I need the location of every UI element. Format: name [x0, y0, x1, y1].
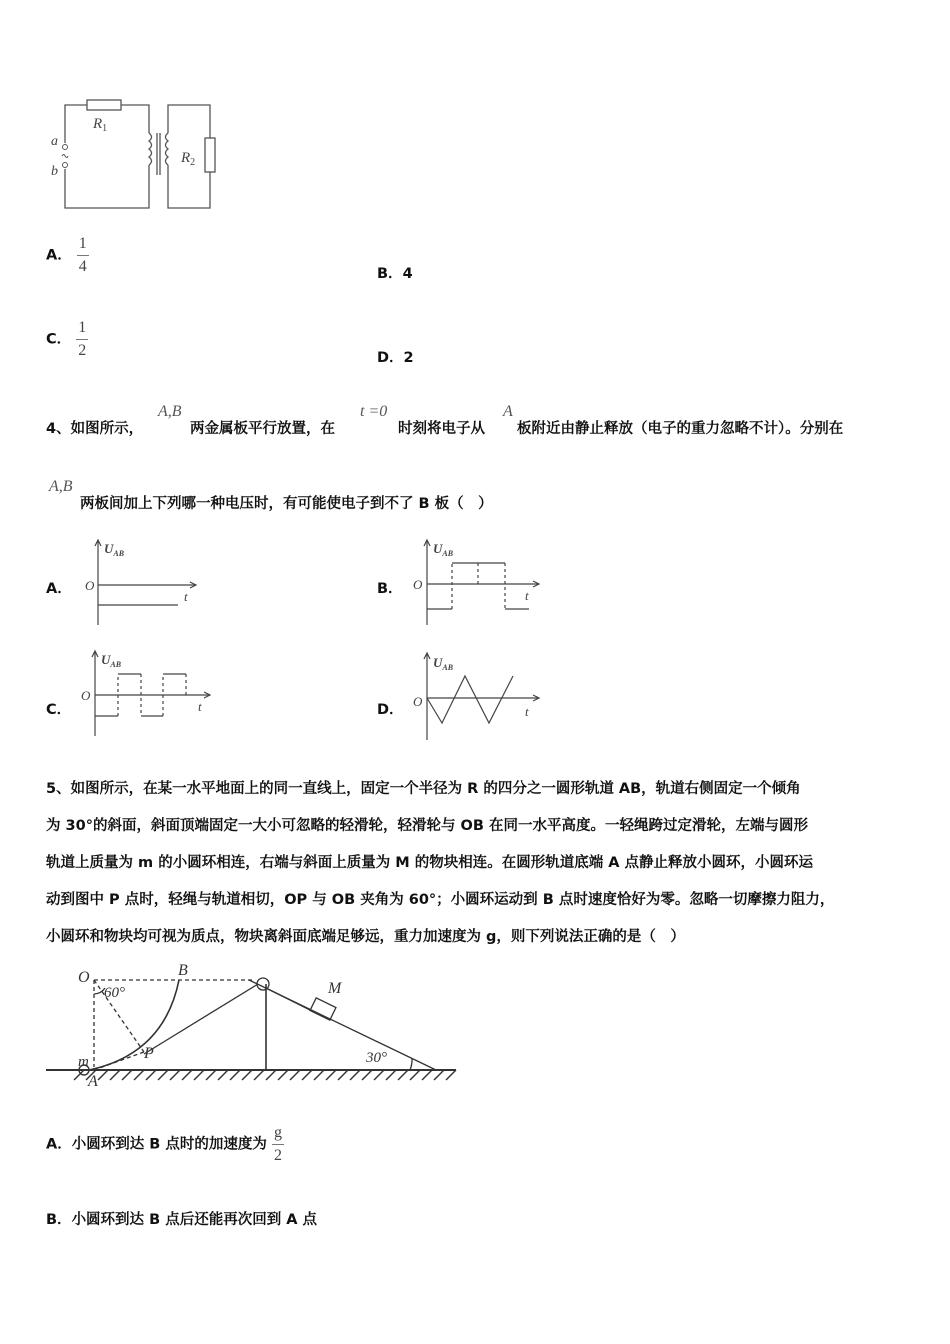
math-a: A — [503, 403, 513, 420]
graph-b — [407, 537, 547, 627]
block-m — [310, 998, 336, 1020]
q4-text: 两金属板平行放置，在 — [190, 421, 335, 437]
option-a[interactable] — [46, 236, 89, 275]
svg-text:t: t — [525, 588, 529, 603]
q5-line: 动到图中 P 点时，轻绳与轨道相切，OP 与 OB 夹角为 60°；小圆环运动到 B 点时速度恰好为零。忽略一切摩擦力阻力， — [46, 892, 835, 908]
option-text: 4 — [402, 266, 413, 282]
q5-line: 小圆环和物块均可视为质点，物块离斜面底端足够远，重力加速度为 g，则下列说法正确的是（ ） — [46, 929, 685, 945]
option-letter: D． — [377, 350, 404, 366]
label-r2: $R_2$ — [181, 150, 196, 168]
q5-stem — [46, 771, 916, 956]
label-b: b — [51, 164, 58, 179]
q4-line1: 4、如图所示， — [46, 421, 144, 437]
incline-pulley-figure — [44, 962, 464, 1092]
svg-text:O: O — [413, 694, 423, 709]
option-text: 小圆环到达 B 点时的加速度为 — [71, 1136, 267, 1153]
svg-text:O: O — [85, 578, 95, 593]
label-ring: m — [78, 1054, 89, 1070]
fraction: $\frac{1}{2}$ — [78, 319, 87, 359]
q5-line: 5、如图所示，在某一水平地面上的同一直线上，固定一个半径为 R 的四分之一圆形轨道 AB，轨道右侧固定一个倾角 — [46, 781, 801, 797]
q4-text: 时刻将电子从 — [398, 421, 485, 437]
svg-text:O: O — [413, 577, 423, 592]
label-a-point: A — [88, 1073, 98, 1090]
q5-line: 为 30°的斜面，斜面顶端固定一大小可忽略的轻滑轮，轻滑轮与 OB 在同一水平高度。一轻绳跨过定滑轮，左端与圆形 — [46, 818, 808, 834]
svg-text:UAB: $U_{AB}$ — [101, 652, 122, 669]
terminal-a — [63, 145, 68, 150]
option-b[interactable] — [377, 262, 413, 283]
option-text: 2 — [403, 350, 414, 366]
option-d[interactable]: D． — [377, 702, 404, 718]
option-b[interactable] — [46, 1208, 317, 1229]
label-60: 60° — [104, 985, 125, 1001]
option-letter: C． — [46, 331, 72, 348]
option-letter: A． — [46, 1136, 72, 1153]
option-text: 小圆环到达 B 点后还能再次回到 A 点 — [71, 1212, 318, 1228]
graph-d — [407, 650, 547, 742]
graph-c — [78, 648, 218, 738]
option-letter: B． — [46, 1212, 72, 1228]
option-a[interactable] — [46, 1125, 284, 1164]
terminal-b — [63, 163, 68, 168]
graph-a — [78, 537, 208, 627]
q4-text: 板附近由静止释放（电子的重力忽略不计）。分别在 — [517, 421, 844, 437]
option-b[interactable]: B． — [377, 581, 403, 597]
label-b: B — [178, 962, 188, 979]
option-letter: B． — [377, 266, 403, 282]
resistor-r2 — [205, 138, 215, 172]
math-ab: A,B — [49, 478, 73, 495]
circuit-diagram — [45, 95, 225, 215]
label-p: P — [144, 1045, 154, 1062]
svg-text:UAB: $U_{AB}$ — [433, 541, 454, 558]
fraction: $\frac{1}{4}$ — [78, 235, 87, 275]
q4-text: 两板间加上下列哪一种电压时，有可能使电子到不了 B 板（ ） — [80, 496, 493, 512]
option-c[interactable] — [46, 320, 88, 359]
svg-text:UAB: $U_{AB}$ — [433, 655, 454, 672]
svg-text:t: t — [184, 589, 188, 604]
resistor-r1 — [87, 100, 121, 110]
label-block: M — [328, 980, 342, 997]
math-ab: A,B — [158, 403, 182, 420]
option-a[interactable]: A． — [46, 581, 72, 597]
option-letter: A． — [46, 247, 72, 264]
q5-line: 轨道上质量为 m 的小圆环相连，右端与斜面上质量为 M 的物块相连。在圆形轨道底端 A 点静止释放小圆环，小圆环运 — [46, 855, 814, 871]
label-a: a — [51, 134, 58, 149]
fraction: $\frac{g}{2}$ — [273, 1124, 282, 1164]
math-t0: t =0 — [360, 403, 388, 420]
svg-text:t: t — [198, 699, 202, 714]
label-30: 30° — [366, 1050, 387, 1066]
svg-text:t: t — [525, 704, 529, 719]
svg-text:O: O — [81, 688, 91, 703]
label-o: O — [78, 969, 90, 986]
svg-text:UAB: $U_{AB}$ — [104, 541, 125, 558]
option-d[interactable] — [377, 346, 414, 367]
label-r1: $R_1$ — [93, 116, 108, 134]
option-c[interactable]: C． — [46, 702, 72, 718]
